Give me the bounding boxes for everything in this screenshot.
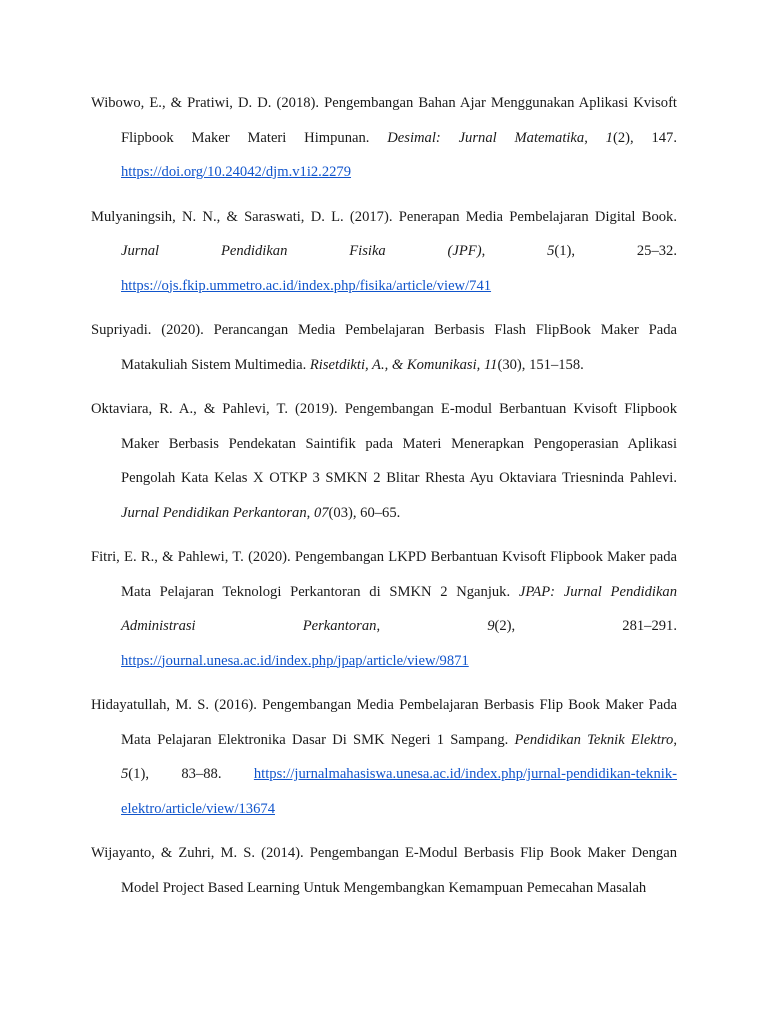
reference-details: (1), 83–88. xyxy=(128,766,254,782)
reference-separator: , xyxy=(673,731,677,748)
reference-entry xyxy=(91,86,677,190)
reference-journal: Jurnal Pendidikan Fisika (JPF) xyxy=(121,243,482,259)
reference-title: Pengembangan E-modul Berbantuan Kvisoft Flipbook Maker Berbasis Pendekatan Saintifik pada Materi Menerapkan Pengoperasian Aplikasi Pengolah Kata Kelas X OTKP 3 SMKN 2 Blitar Rhesta Ayu Oktaviara Triesninda Pahlevi. xyxy=(121,401,677,486)
reference-details: (03), 60–65. xyxy=(328,504,401,521)
reference-journal: JPAP: Jurnal Pendidikan Administrasi Perkantoran xyxy=(121,583,678,634)
reference-volume: 11 xyxy=(483,356,498,373)
reference-journal: Desimal: Jurnal Matematika xyxy=(387,129,585,146)
reference-link[interactable]: https://doi.org/10.24042/djm.v1i2.2279 xyxy=(121,164,352,180)
reference-authors: Supriyadi. (2020). xyxy=(91,322,214,338)
reference-separator: , xyxy=(306,504,314,521)
reference-link[interactable]: https://ojs.fkip.ummetro.ac.id/index.php/fisika/article/view/741 xyxy=(121,277,492,294)
reference-title: Perancangan Media Pembelajaran Berbasis Flash FlipBook Maker Pada Matakuliah Sistem Multimedia. xyxy=(121,322,677,373)
reference-authors: Hidayatullah, M. S. (2016). xyxy=(91,697,263,713)
reference-link[interactable]: https://jurnalmahasiswa.unesa.ac.id/index.php/jurnal-pendidikan-teknik-elektro/article/view/13674 xyxy=(121,766,677,817)
reference-entry xyxy=(91,392,677,530)
reference-authors: Mulyaningsih, N. N., & Saraswati, D. L. (2017). xyxy=(91,208,399,225)
reference-authors: Oktaviara, R. A., & Pahlevi, T. (2019). xyxy=(91,401,345,417)
reference-title: Penerapan Media Pembelajaran Digital Book. xyxy=(398,208,677,225)
reference-volume: 07 xyxy=(313,504,329,521)
reference-volume: 5 xyxy=(547,243,555,259)
reference-authors: Wibowo, E., & Pratiwi, D. D. (2018). xyxy=(91,95,325,111)
reference-separator: , xyxy=(584,129,606,146)
reference-title: Pengembangan LKPD Berbantuan Kvisoft Flipbook Maker pada Mata Pelajaran Teknologi Perkantoran di SMKN 2 Nganjuk. xyxy=(121,549,677,600)
reference-journal: Pendidikan Teknik Elektro xyxy=(514,731,674,748)
reference-details: (30), 151–158. xyxy=(497,356,584,373)
reference-entry xyxy=(91,836,677,905)
reference-journal: Risetdikti, A., & Komunikasi, xyxy=(309,356,481,373)
reference-entry xyxy=(91,540,677,678)
reference-title: Pengembangan Bahan Ajar Menggunakan Aplikasi Kvisoft Flipbook Maker Materi Himpunan. xyxy=(121,95,677,146)
reference-link[interactable]: https://journal.unesa.ac.id/index.php/jpap/article/view/9871 xyxy=(121,652,469,669)
reference-entry xyxy=(91,688,677,826)
reference-details: (2), 281–291. xyxy=(494,618,677,634)
reference-authors: Fitri, E. R., & Pahlewi, T. (2020). xyxy=(91,549,295,565)
reference-volume: 1 xyxy=(605,129,613,146)
reference-volume: 9 xyxy=(487,618,495,634)
reference-details: (1), 25–32. xyxy=(554,243,677,259)
reference-entry xyxy=(91,313,677,382)
reference-separator: , xyxy=(481,243,548,259)
reference-journal: Jurnal Pendidikan Perkantoran xyxy=(121,504,307,521)
reference-volume: 5 xyxy=(121,766,129,782)
reference-title: Pengembangan Media Pembelajaran Berbasis Flip Book Maker Pada Mata Pelajaran Elektronika Dasar Di SMK Negeri 1 Sampang. xyxy=(121,697,677,748)
reference-separator: , xyxy=(376,618,488,634)
reference-list xyxy=(91,86,677,915)
reference-authors: Wijayanto, & Zuhri, M. S. (2014). xyxy=(91,845,310,861)
reference-title: Pengembangan E-Modul Berbasis Flip Book Maker Dengan Model Project Based Learning Untuk Mengembangkan Kemampuan Pemecahan Masalah xyxy=(121,845,678,896)
reference-entry xyxy=(91,200,677,304)
reference-details: (2), 147. xyxy=(612,129,677,146)
